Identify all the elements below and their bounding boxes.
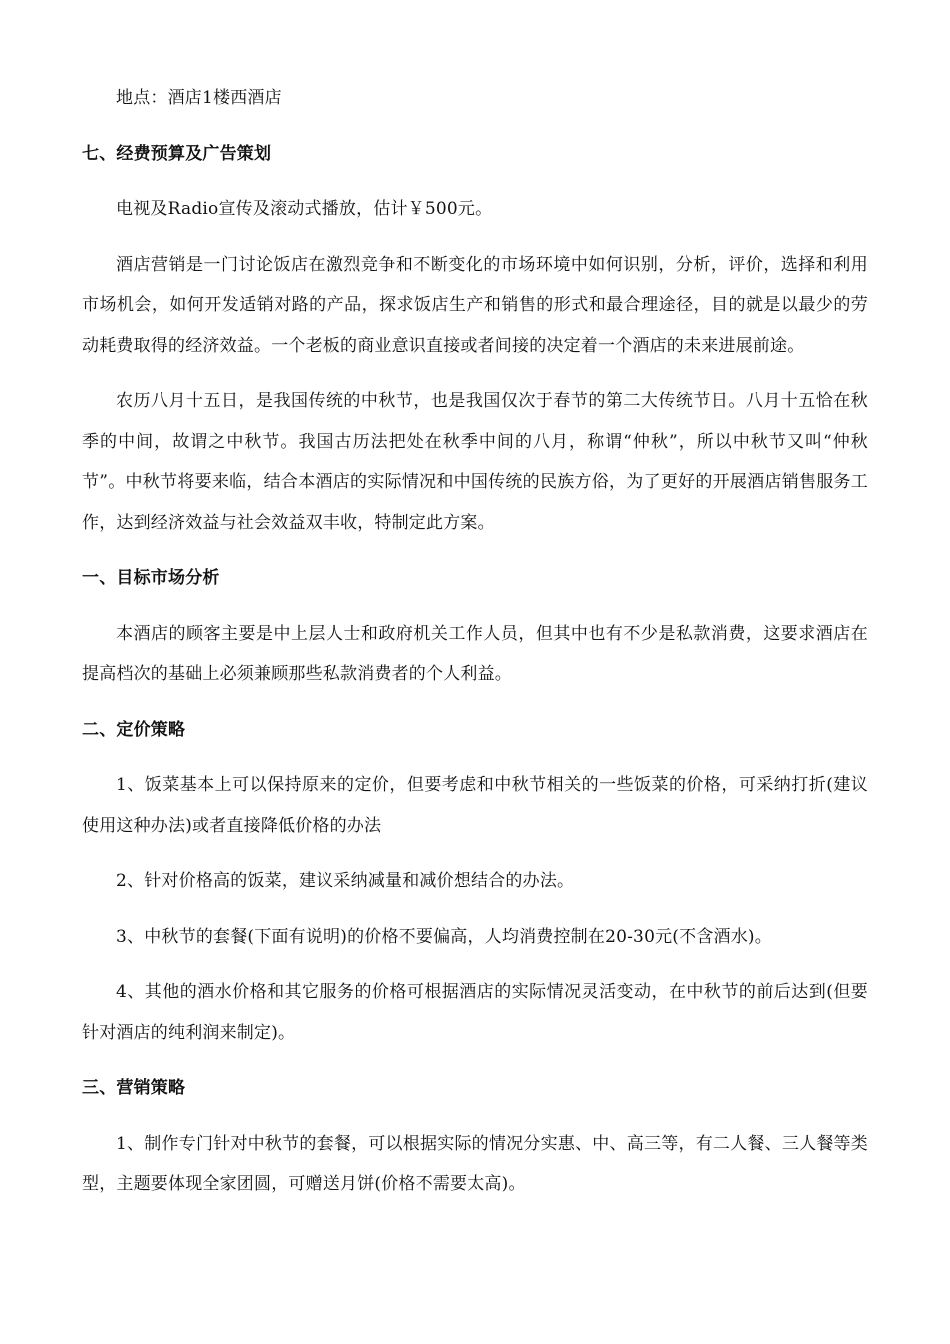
- pricing-item-1: 1、饭菜基本上可以保持原来的定价，但要考虑和中秋节相关的一些饭菜的价格，可采纳打折(建议使用这种办法)或者直接降低价格的办法: [82, 775, 868, 836]
- location-paragraph: 地点：酒店1楼西酒店: [116, 88, 282, 108]
- section-heading-budget: 七、经费预算及广告策划: [82, 143, 272, 164]
- budget-paragraph: 电视及Radio宣传及滚动式播放，估计￥500元。: [116, 199, 493, 219]
- pricing-item-2: 2、针对价格高的饭菜，建议采纳减量和减价想结合的办法。: [116, 871, 575, 891]
- pricing-item-4: 4、其他的酒水价格和其它服务的价格可根据酒店的实际情况灵活变动，在中秋节的前后达到(但要针对酒店的纯利润来制定)。: [82, 982, 868, 1043]
- section-heading-pricing: 二、定价策略: [82, 719, 186, 740]
- mid-autumn-intro-paragraph: 农历八月十五日，是我国传统的中秋节，也是我国仅次于春节的第二大传统节日。八月十五恰在秋季的中间，故谓之中秋节。我国古历法把处在秋季中间的八月，称谓“仲秋”，所以中秋节又叫“仲秋节”。中秋节将要来临，结合本酒店的实际情况和中国传统的民族方俗，为了更好的开展酒店销售服务工作，达到经济效益与社会效益双丰收，特制定此方案。: [82, 391, 868, 533]
- marketing-strategy-item-1: 1、制作专门针对中秋节的套餐，可以根据实际的情况分实惠、中、高三等，有二人餐、三人餐等类型，主题要体现全家团圆，可赠送月饼(价格不需要太高)。: [82, 1133, 868, 1194]
- marketing-intro-paragraph: 酒店营销是一门讨论饭店在激烈竞争和不断变化的市场环境中如何识别，分析，评价，选择和利用市场机会，如何开发适销对路的产品，探求饭店生产和销售的形式和最合理途径，目的就是以最少的劳动耗费取得的经济效益。一个老板的商业意识直接或者间接的决定着一个酒店的未来进展前途。: [82, 254, 868, 356]
- section-heading-target-market: 一、目标市场分析: [82, 568, 220, 588]
- section-heading-marketing-strategy: 三、营销策略: [82, 1078, 186, 1098]
- pricing-item-3: 3、中秋节的套餐(下面有说明)的价格不要偏高，人均消费控制在20-30元(不含酒水)。: [116, 926, 772, 947]
- target-market-paragraph: 本酒店的顾客主要是中上层人士和政府机关工作人员，但其中也有不少是私款消费，这要求酒店在提高档次的基础上必须兼顾那些私款消费者的个人利益。: [82, 623, 868, 684]
- document-body: [82, 78, 868, 1205]
